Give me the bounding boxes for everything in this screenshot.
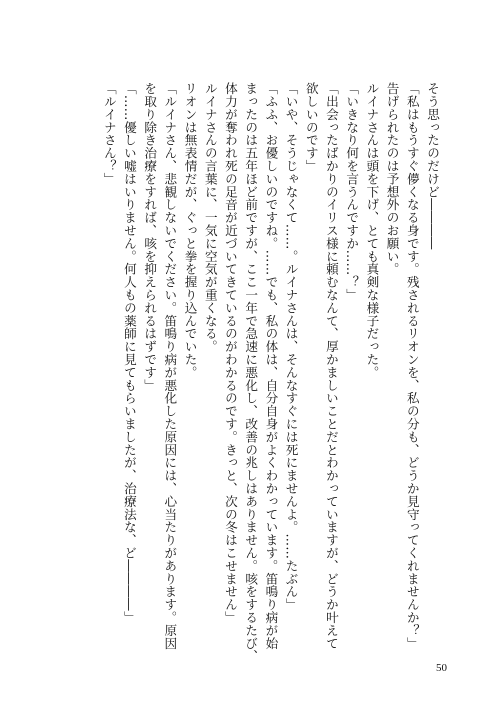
text-line: 「いや、そうじゃなくて……。ルイナさんは、そんなすぐには死にませんよ。……たぶん」 <box>283 82 299 611</box>
text-line: ルイナさんは頭を下げ、とても真剣な様子だった。 <box>364 82 380 379</box>
text-line: 欲しいのです」 <box>303 82 319 173</box>
text-line: ルイナさんの言葉に、一気に空気が重くなる。 <box>202 82 218 353</box>
text-line: そう思ったのだけど―――― <box>425 82 440 250</box>
text-line: 「私はもうすぐ儚くなる身です。残されるリオンを、私の分も、どうか見守ってくれませんか？」 <box>404 82 420 650</box>
text-line: 「ルイナさん、悲観しないでください。笛鳴り病が悪化した原因には、心当たりがあります。原因 <box>162 82 178 650</box>
body-text <box>99 82 442 663</box>
text-line: 「……優しい嘘はいりません。何人もの薬師に見てもらいましたが、治療法な、ど――――」 <box>121 82 137 624</box>
text-line: 「ルイナさん？」 <box>101 82 117 186</box>
text-line: 「いきなり何を言うんですか……？」 <box>344 82 360 302</box>
text-line: 「ふふ、お優しいのですね。……でも、私の体は、自分自身がよくわかっています。笛鳴り病が始 <box>263 82 279 650</box>
text-line: 体力が奪われ死の足音が近づいてきているのがわかるのです。きっと、次の冬はこせません」 <box>222 82 238 624</box>
text-line: リオンは無表情だが、ぐっと拳を握り込んでいた。 <box>182 82 198 379</box>
text-line: を取り除き治療をすれば、咳を抑えられるはずです」 <box>142 82 158 392</box>
text-line: まったのは五年ほど前ですが、ここ一年で急速に悪化し、改善の兆しはありません。咳をするたび、 <box>243 82 259 663</box>
text-line: 告げられたのは予想外のお願い。 <box>384 82 400 276</box>
text-line: 「出会ったばかりのイリス様に頼むなんて、厚かましいことだとわかっていますが、どうか叶えて <box>323 82 339 650</box>
page-number: 50 <box>436 662 447 674</box>
